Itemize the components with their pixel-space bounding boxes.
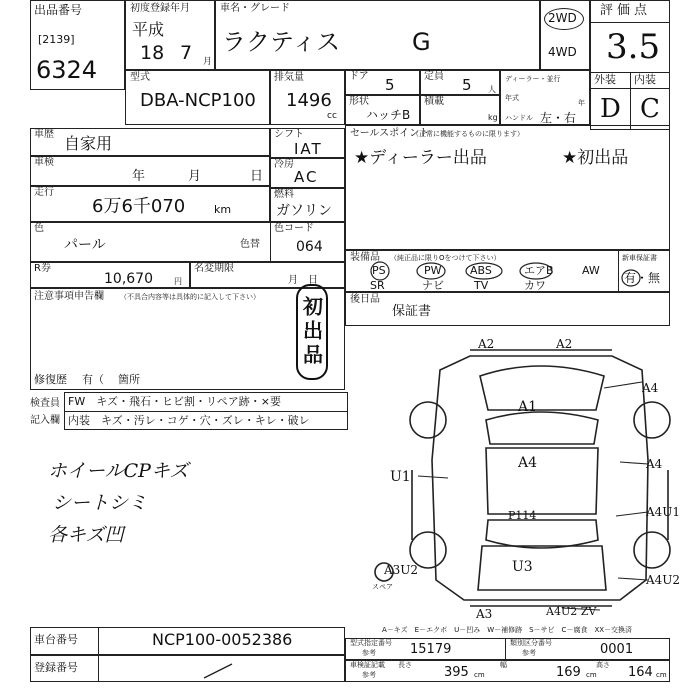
cert-ref: 参考 <box>362 671 376 679</box>
year-model-unit: 年 <box>578 99 585 107</box>
mileage-unit: km <box>214 203 232 216</box>
color-label: 色 <box>34 223 44 234</box>
first-stamp-text: 初出品 <box>299 296 324 368</box>
ac-label: 冷房 <box>274 159 294 170</box>
door-label: ドア <box>349 71 369 82</box>
reg-month-unit: 月 <box>203 57 213 67</box>
repair-label: 修復歴 <box>34 373 67 386</box>
mark-a4-roof: A4 <box>518 455 538 471</box>
handle: 左・右 <box>540 111 577 125</box>
mark-a4u2zv-rear: A4U2 ZV <box>546 605 597 618</box>
mark-a2-left: A2 <box>478 337 495 351</box>
insp-month: 月 <box>188 169 202 184</box>
model-label: 車名・グレード <box>220 3 290 14</box>
class-no-ref: 参考 <box>522 649 536 657</box>
equip-ps: PS <box>372 264 386 277</box>
mark-a4-right-front: A4 <box>646 457 663 471</box>
chassis: NCP100-0052386 <box>152 630 293 649</box>
hand-note-3: 各キズ凹 <box>48 524 124 546</box>
sales-label: セールスポイント <box>350 128 430 139</box>
model-type: DBA-NCP100 <box>140 90 256 111</box>
warranty-label: 新車保証書 <box>622 254 657 262</box>
height-unit: cm <box>656 671 667 679</box>
chassis-label: 車台番号 <box>34 633 78 646</box>
width: 169 <box>556 665 581 680</box>
mark-a2-right: A2 <box>556 337 573 351</box>
int-label: 内装 <box>634 73 656 86</box>
disp-label: 排気量 <box>274 72 304 83</box>
color-code-label: 色コード <box>274 223 314 234</box>
fuel-label: 燃料 <box>274 189 294 200</box>
sales-point-1: ★ディーラー出品 <box>354 148 487 168</box>
int-grade: C <box>640 94 660 124</box>
equip-leather: カワ <box>524 279 546 292</box>
load-unit: kg <box>488 113 498 122</box>
era: 平成 <box>132 20 165 39</box>
extras: 保証書 <box>392 304 432 319</box>
shift: IAT <box>294 140 323 158</box>
equip-abs: ABS <box>470 264 492 277</box>
shape-label: 形状 <box>349 96 369 107</box>
model-name: ラクティス <box>222 28 341 56</box>
equipment-note: （純正品に限りOをつけて下さい） <box>390 254 501 262</box>
reg-year: 18 <box>140 42 165 64</box>
hand-note-2: シートシミ <box>52 492 148 514</box>
mark-a3u2-left: A3U2 <box>384 563 419 577</box>
class-no-label: 類別区分番号 <box>510 639 552 647</box>
cap-label: 定員 <box>424 71 444 82</box>
ac: AC <box>294 168 319 186</box>
lot-number: 6324 <box>36 56 98 84</box>
mark-a1: A1 <box>518 399 538 415</box>
use-label: 車歴 <box>34 129 54 140</box>
inspector-label-1: 検査員 <box>30 398 60 409</box>
equip-tv: TV <box>474 279 489 292</box>
equip-pw: PW <box>424 264 442 277</box>
inspector-label-2: 記入欄 <box>30 415 60 426</box>
caution-label: 注意事項申告欄 <box>34 291 104 302</box>
name-change-label: 名変期限 <box>194 263 234 274</box>
mark-a4u1-right: A4U1 <box>646 505 681 519</box>
mileage-label: 走行 <box>34 187 54 198</box>
repair-unit: 箇所 <box>118 373 140 386</box>
type-no-label: 型式指定番号 <box>350 639 392 647</box>
length-unit: cm <box>474 671 485 679</box>
capacity: 5 <box>462 76 472 94</box>
insp-label: 車検 <box>34 157 54 168</box>
handle-label: ハンドル <box>505 114 533 122</box>
ext-label: 外装 <box>594 73 616 86</box>
disp-unit: cc <box>327 111 337 121</box>
mileage: 6万6千070 <box>92 196 186 217</box>
shape: ハッチB <box>366 108 411 122</box>
dealer-label: ディーラー・並行 <box>505 75 561 83</box>
lot-label: 出品番号 <box>34 3 83 17</box>
mark-a4-rf-corner: A4 <box>642 381 659 395</box>
drive-4wd: 4WD <box>548 45 577 59</box>
mark-a4u2-bumper: A4U2 <box>646 573 681 587</box>
insp-day: 日 <box>250 169 264 184</box>
mark-a3-rear: A3 <box>476 607 493 621</box>
cert-label: 車検証記載 <box>350 661 385 669</box>
width-unit: cm <box>586 671 597 679</box>
spare-label: スペア <box>372 583 393 591</box>
fuel: ガソリン <box>276 203 332 219</box>
mark-u3-rear: U3 <box>512 559 533 575</box>
insp-year: 年 <box>132 169 146 184</box>
color-code: 064 <box>296 239 323 255</box>
lot-code: [2139] <box>38 33 75 46</box>
shift-label: シフト <box>274 129 304 140</box>
type-label: 型式 <box>130 72 150 83</box>
damage-legend: A－キズ E－エクボ U－凹み W－補修跡 S－サビ C－腐食 XX－交換済 <box>382 626 633 634</box>
ext-grade: D <box>600 94 621 124</box>
sales-point-2: ★初出品 <box>562 148 629 168</box>
hand-note-1: ホイールCPキズ <box>48 460 189 482</box>
type-no: 15179 <box>410 642 452 657</box>
recycle-unit: 円 <box>174 277 182 286</box>
reg-no-label: 登録番号 <box>34 661 78 674</box>
type-no-mid <box>505 638 506 660</box>
cap-unit: 人 <box>488 85 496 94</box>
equipment-label: 装備品 <box>350 252 380 263</box>
inspector-ext-row: FW キズ・飛石・ヒビ割・リペア跡・×要 <box>68 395 281 408</box>
mark-p114: P114 <box>508 509 537 522</box>
cert-box <box>345 660 670 682</box>
length-label: 長さ <box>398 661 412 669</box>
equip-aw: AW <box>582 264 600 277</box>
equip-navi: ナビ <box>422 279 444 292</box>
name-change-unit: 月 日 <box>288 275 318 286</box>
color: パール <box>64 237 106 253</box>
displacement: 1496 <box>286 90 332 111</box>
height-label: 高さ <box>596 661 610 669</box>
doors: 5 <box>385 76 395 94</box>
score: 3.5 <box>606 27 661 67</box>
year-model-label: 年式 <box>505 94 519 102</box>
color-change-label: 色替 <box>240 239 260 250</box>
class-no: 0001 <box>600 642 634 657</box>
caution-note: （不具合内容等は具体的に記入して下さい） <box>120 293 260 301</box>
type-no-ref: 参考 <box>362 649 376 657</box>
use: 自家用 <box>64 134 113 153</box>
sales-note: （正常に機能するものに限ります） <box>412 130 524 138</box>
inspector-int-row: 内装 キズ・汚レ・コゲ・穴・ズレ・キレ・破レ <box>68 414 310 427</box>
reg-month: 7 <box>180 42 193 64</box>
grade: G <box>412 28 431 56</box>
extras-label: 後日品 <box>350 294 380 305</box>
reg-label: 初度登録年月 <box>130 3 190 14</box>
score-label: 評価点 <box>600 3 652 18</box>
equip-sr: SR <box>370 279 385 292</box>
recycle-label: R券 <box>34 263 51 274</box>
height: 164 <box>628 665 653 680</box>
warranty: 有・無 <box>624 271 661 285</box>
width-label: 幅 <box>500 661 507 669</box>
recycle-amount: 10,670 <box>104 271 153 287</box>
load-label: 積載 <box>424 96 444 107</box>
length: 395 <box>444 665 469 680</box>
repair-value: 有（ <box>82 373 104 386</box>
drive-2wd: 2WD <box>548 11 577 25</box>
equip-airbag: エアB <box>524 264 554 277</box>
mark-u1-left: U1 <box>390 469 411 485</box>
